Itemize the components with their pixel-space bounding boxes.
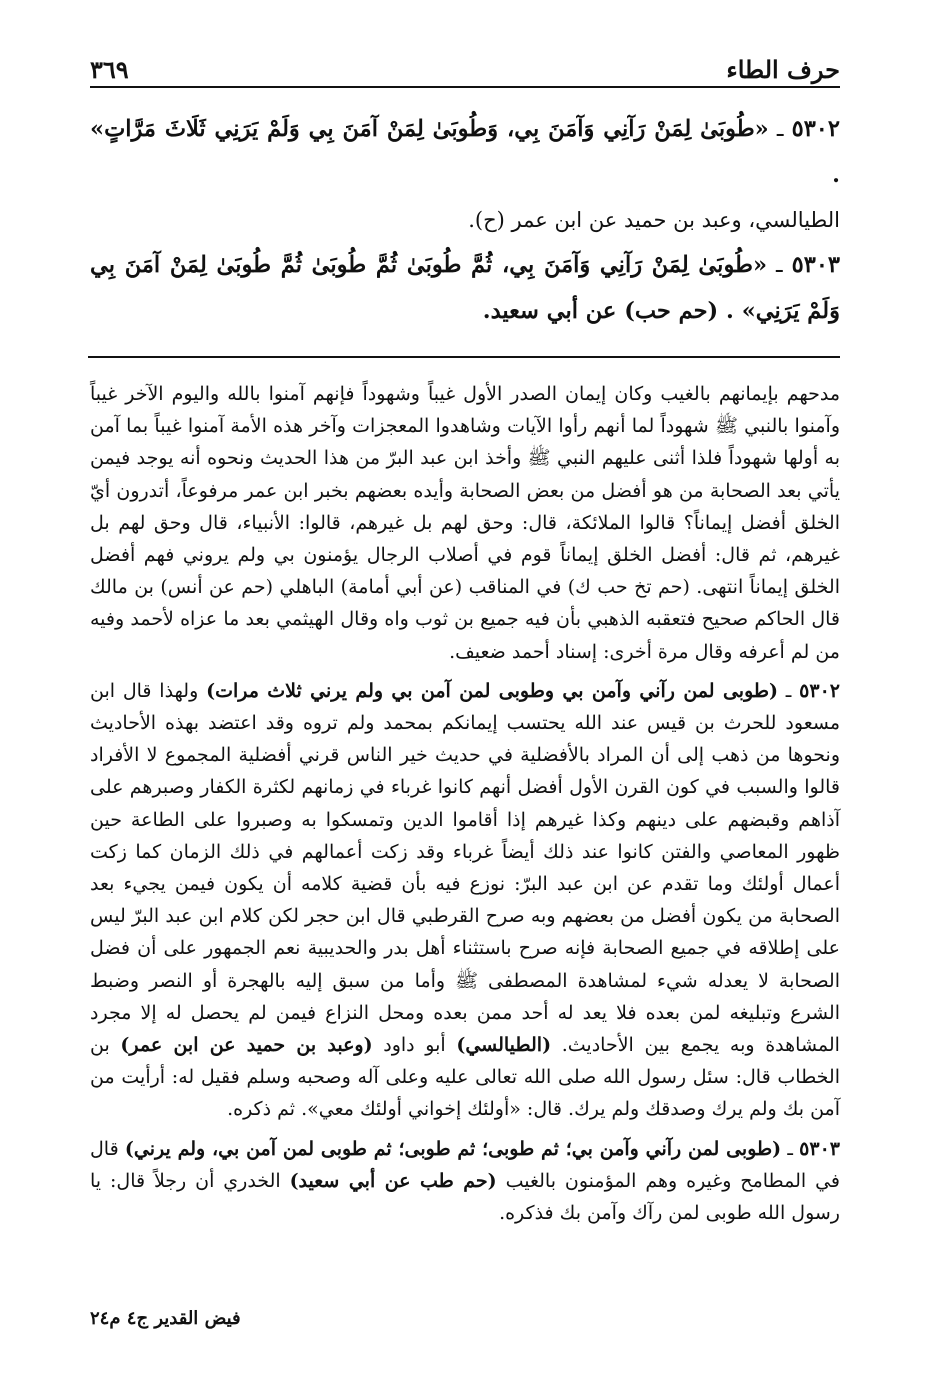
entry-text: بن الخطاب قال: سئل رسول الله صلى الله تعالى عليه وعلى آله وصحبه وسلم فقيل له: أرأيت من آمن بك ولم يرك وصدقك ولم يرك. قال: «أولئك إخواني أولئك معي». ثم ذكره. bbox=[90, 1034, 840, 1121]
entry-lemma: (طوبى لمن رآني وآمن بي وطوبى لمن آمن بي ولم يرني ثلاث مرات) bbox=[206, 679, 778, 702]
entry-text: الخدري أن رجلاً قال: يا رسول الله طوبى لمن رآك وآمن بك فذكره. bbox=[90, 1169, 840, 1225]
running-header bbox=[90, 52, 840, 88]
hadith-text-block bbox=[90, 106, 840, 334]
signature-mark: فيض القدير ج٤ م٢٤ bbox=[90, 1308, 241, 1329]
hadith-matn: «طُوبَىٰ لِمَنْ رَآنِي وَآمَنَ بِي، ثُمَّ طُوبَىٰ ثُمَّ طُوبَىٰ ثُمَّ طُوبَىٰ لِمَنْ آمَنَ بِي وَلَمْ يَرَنِي» . (حم حب) عن أبي سعيد. bbox=[90, 252, 840, 324]
hadith-number: ٥٣٠٢ bbox=[791, 116, 840, 142]
hadith-source: الطيالسي، وعبد بن حميد عن ابن عمر (ح). bbox=[468, 208, 840, 232]
chapter-title: حرف الطاء bbox=[726, 55, 840, 84]
commentary-paragraph: مدحهم بإيمانهم بالغيب وكان إيمان الصدر الأول غيباً وشهوداً فإنهم آمنوا بالله واليوم الآخر غيباً وآمنوا بالنبي ﷺ شهوداً لما أنهم رأوا الآيات وشاهدوا المعجزات وآخر هذه الأمة آمنوا غيباً بما آمن به أولها شهوداً فلذا أثنى عليهم النبي ﷺ وأخذ ابن عبد البرّ من هذا الحديث ونحوه أنه يوجد فيمن يأتي بعد الصحابة من هو أفضل من بعض الصحابة وأيده بعضهم بخبر ابن عمر مرفوعاً، أتدرون أيّ الخلق أفضل إيماناً؟ قالوا الملائكة، قال: وحق لهم بل غيرهم، قالوا: الأنبياء، قال وحق لهم بل غيرهم، ثم قال: أفضل الخلق إيماناً قوم في أصلاب الرجال يؤمنون بي ولم يروني فهم أفضل الخلق إيماناً انتهى. (حم تخ حب ك) في المناقب (عن أبي أمامة) الباهلي (حم عن أنس) بن مالك قال الحاكم صحيح فتعقبه الذهبي بأن فيه جميع بن ثوب واه وقال الهيثمي بعد ما عزاه لأحمد وفيه من لم أعرفه وقال مرة أخرى: إسناد أحمد ضعيف. bbox=[90, 383, 840, 663]
source-ref: (وعبد بن حميد عن ابن عمر) bbox=[120, 1034, 373, 1057]
hadith-matn: «طُوبَىٰ لِمَنْ رَآنِي وَآمَنَ بِي، وَطُوبَىٰ لِمَنْ آمَنَ بِي وَلَمْ يَرَنِي ثَلَاثَ مَرَّاتٍ» . bbox=[90, 116, 840, 188]
source-ref: (حم طب عن أبي سعيد) bbox=[289, 1169, 497, 1192]
hadith-number: ٥٣٠٣ bbox=[791, 252, 840, 278]
commentary-paragraph: ٥٣٠٣ ـ (طوبى لمن رآني وآمن بي؛ ثم طوبى؛ ثم طوبى؛ ثم طوبى لمن آمن بي، ولم يرني) قال في المطامح وغيره وهم المؤمنون بالغيب (حم طب عن أبي سعيد) الخدري أن رجلاً قال: يا رسول الله طوبى لمن رآك وآمن بك فذكره. bbox=[90, 1137, 841, 1225]
entry-text: قال في المطامح وغيره وهم المؤمنون بالغيب bbox=[90, 1137, 841, 1192]
hadith-5302 bbox=[90, 106, 840, 198]
entry-lemma: (طوبى لمن رآني وآمن بي؛ ثم طوبى؛ ثم طوبى؛ ثم طوبى لمن آمن بي، ولم يرني) bbox=[124, 1137, 782, 1160]
commentary-paragraph: ٥٣٠٢ ـ (طوبى لمن رآني وآمن بي وطوبى لمن آمن بي ولم يرني ثلاث مرات) ولهذا قال ابن مسعود للحرث بن قيس عند الله يحتسب إيمانكم بمحمد ولم تروه وقد اعتضد بهذه الأحاديث ونحوها من ذهب إلى أن المراد بالأفضلية في حديث خير الناس قرني أفضلية المجموع لا الأفراد قالوا والسبب في كون القرن الأول أفضل أنهم كانوا غرباء في زمانهم لكثرة الكفار وصبرهم على آذاهم وقبضهم على دينهم وكذا غيرهم إذا أقاموا الدين وتمسكوا به وصبروا على الطاعة حين ظهور المعاصي والفتن كانوا عند ذلك أيضاً غرباء وقد زكت أعمالهم في ذلك الزمان كما زكت أعمال أولئك وما تقدم عن ابن عبد البرّ: نوزع فيه بأن قضية كلامه أن يكون فيمن يجيء بعد الصحابة من يكون أفضل من بعضهم وبه صرح القرطبي قال ابن حجر لكن كلام ابن عبد البرّ ليس على إطلاقه في جميع الصحابة فإنه صرح باستثناء أهل بدر والحديبية نعم الجمهور على أن فضل الصحابة لا يعدله شيء لمشاهدة المصطفى ﷺ وأما من سبق إليه بالهجرة أو النصر وضبط الشرع وتبليغه لمن بعده فلا يعد له أحد ممن بعده ومحل النزاع فيمن لم يحصل له إلا مجرد المشاهدة وبه يجمع بين الأحاديث. (الطيالسي) أبو داود (وعبد بن حميد عن ابن عمر) بن الخطاب قال: سئل رسول الله صلى الله تعالى عليه وعلى آله وصحبه وسلم فقيل له: أرأيت من آمن بك ولم يرك وصدقك ولم يرك. قال: «أولئك إخواني أولئك معي». ثم ذكره. bbox=[90, 679, 841, 1121]
hadith-separator: ـ bbox=[767, 252, 792, 278]
hadith-5303 bbox=[90, 242, 840, 334]
source-ref: (الطيالسي) bbox=[456, 1034, 552, 1057]
entry-number: ٥٣٠٢ bbox=[799, 679, 840, 702]
entry-number: ٥٣٠٣ bbox=[799, 1137, 840, 1160]
commentary-block bbox=[90, 378, 840, 1229]
section-divider bbox=[88, 356, 840, 358]
page-number: ٣٦٩ bbox=[90, 55, 129, 84]
hadith-separator: ـ bbox=[768, 116, 792, 142]
entry-text: أبو داود bbox=[383, 1034, 446, 1057]
entry-body: ولهذا قال ابن مسعود للحرث بن قيس عند الله يحتسب إيمانكم بمحمد ولم تروه وقد اعتضد بهذه الأحاديث ونحوها من ذهب إلى أن المراد بالأفضلية في حديث خير الناس قرني أفضلية المجموع لا الأفراد قالوا والسبب في كون القرن الأول أفضل أنهم كانوا غرباء في زمانهم لكثرة الكفار وصبرهم على آذاهم وقبضهم على دينهم وكذا غيرهم إذا أقاموا الدين وتمسكوا به وصبروا على الطاعة حين ظهور المعاصي والفتن كانوا عند ذلك أيضاً غرباء وقد زكت أعمالهم في ذلك الزمان كما زكت أعمال أولئك وما تقدم عن ابن عبد البرّ: نوزع فيه بأن قضية كلامه أن يكون فيمن يجيء بعد الصحابة من يكون أفضل من بعضهم وبه صرح القرطبي قال ابن حجر لكن كلام ابن عبد البرّ ليس على إطلاقه في جميع الصحابة فإنه صرح باستثناء أهل بدر والحديبية نعم الجمهور على أن فضل الصحابة لا يعدله شيء لمشاهدة المصطفى ﷺ وأما من سبق إليه بالهجرة أو النصر وضبط الشرع وتبليغه لمن بعده فلا يعد له أحد ممن بعده ومحل النزاع فيمن لم يحصل له إلا مجرد المشاهدة وبه يجمع بين الأحاديث. bbox=[90, 679, 841, 1057]
